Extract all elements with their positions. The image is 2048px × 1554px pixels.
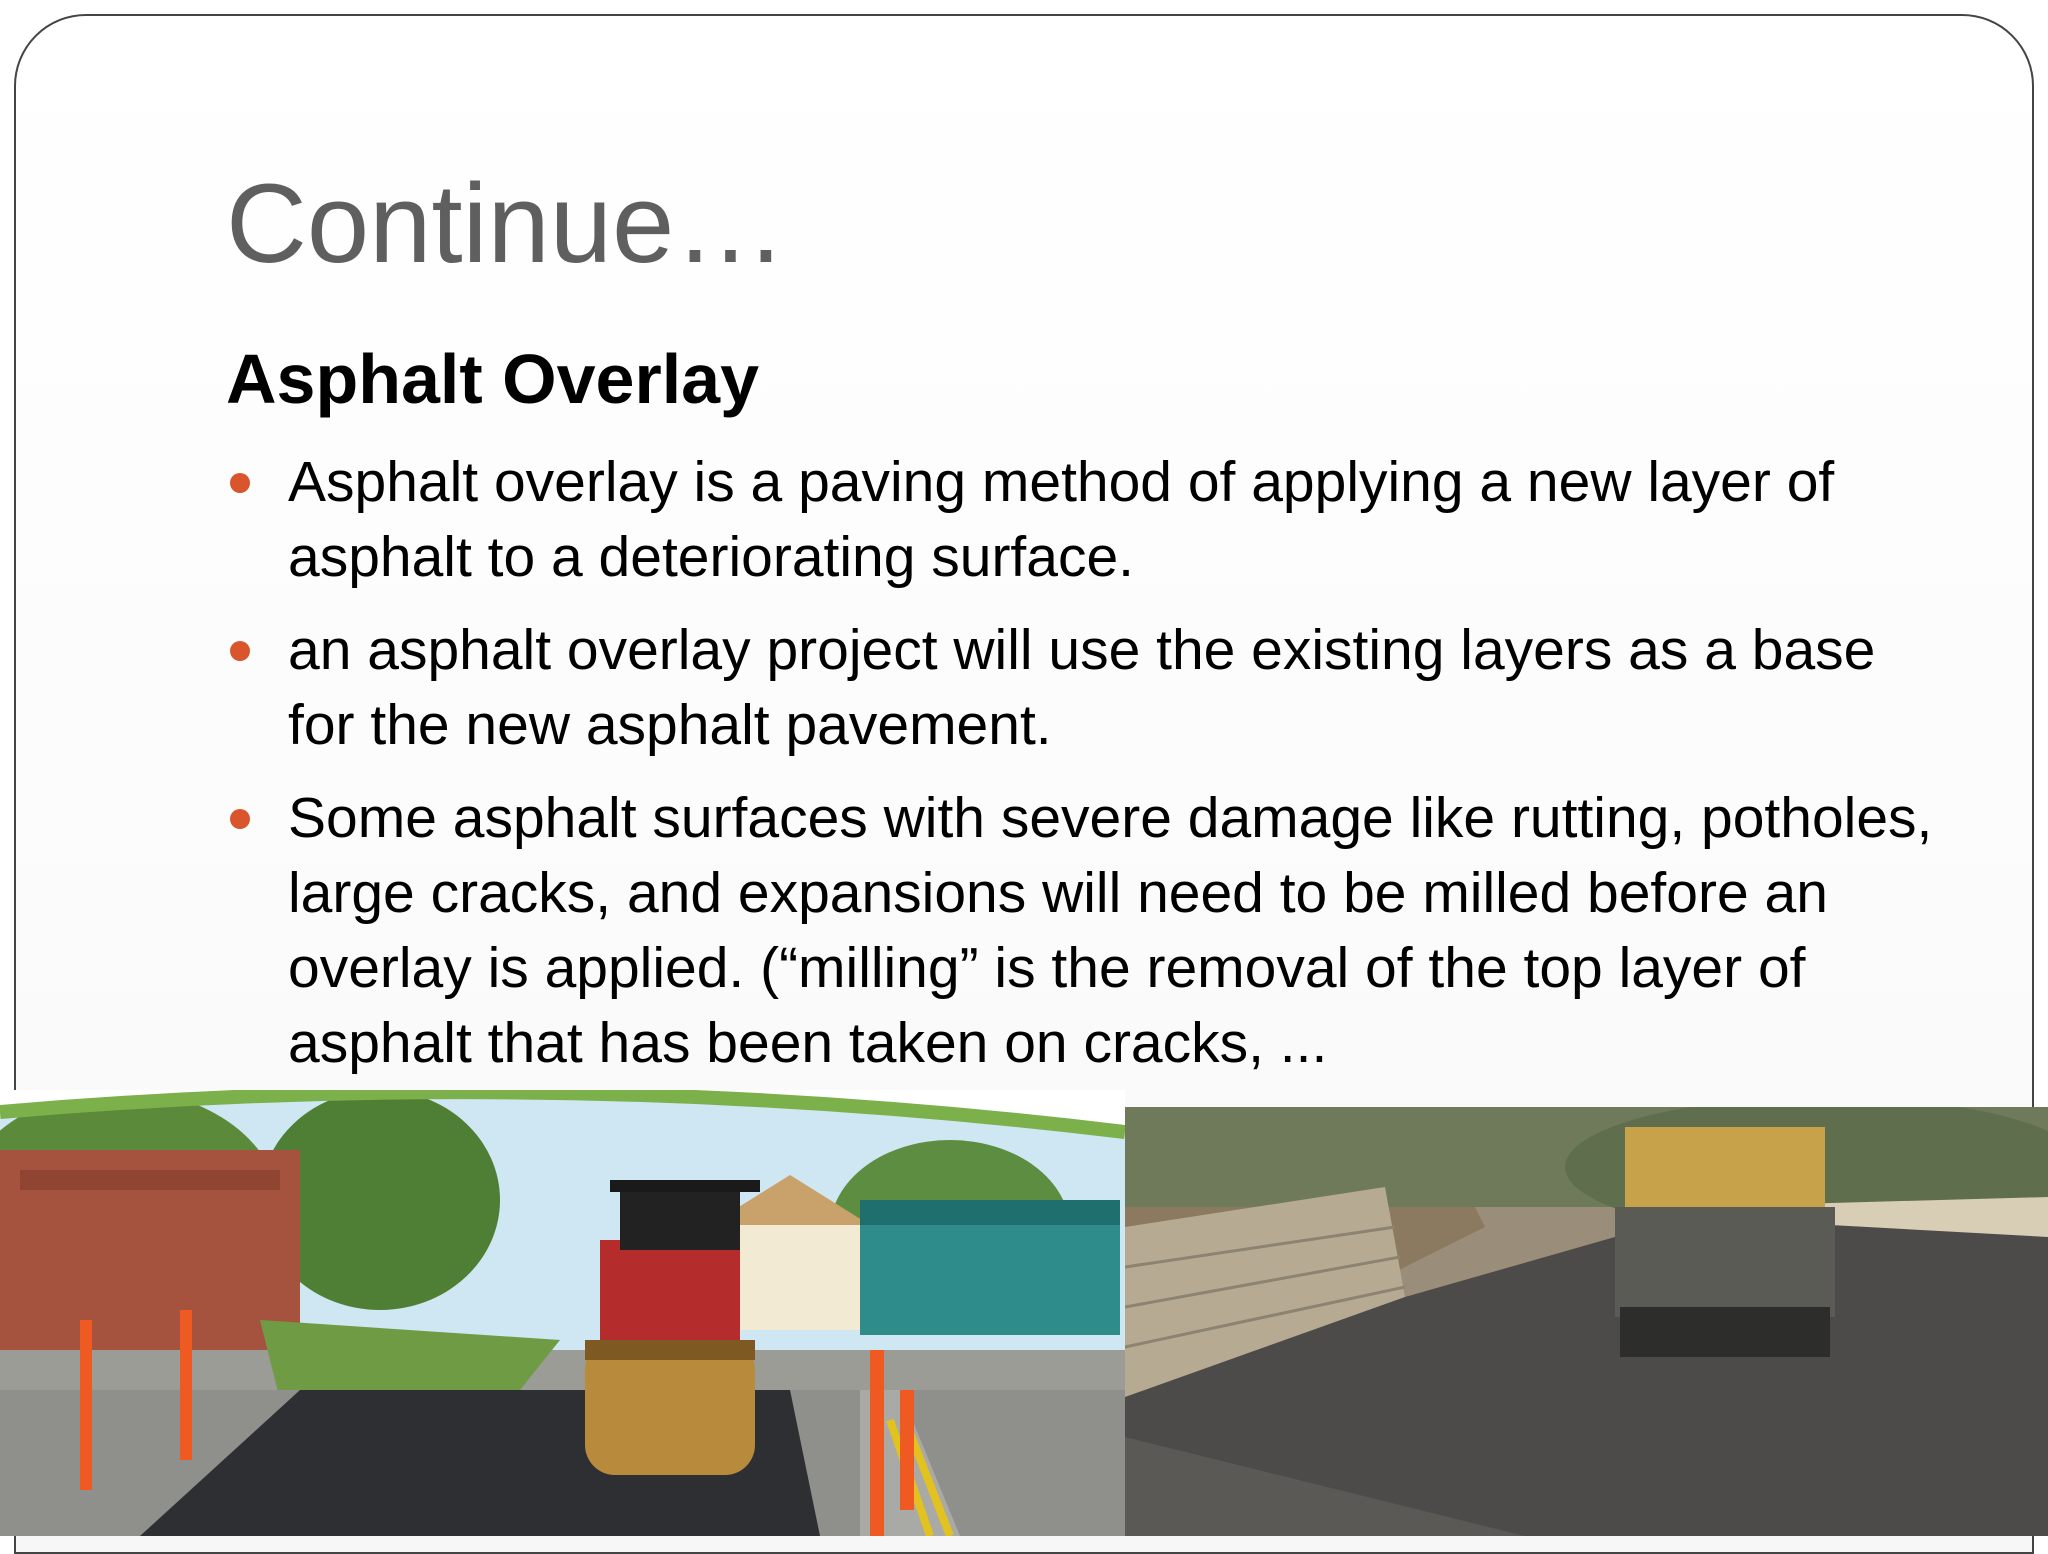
bullet-list xyxy=(226,445,1946,1099)
bullet-text: Some asphalt surfaces with severe damage like rutting, potholes, large cracks, and expansions will need to be milled before an overlay is applied. (“milling” is the removal of the top layer of asphalt that has been taken on cracks, ... xyxy=(288,786,1933,1075)
bullet-dot-icon xyxy=(230,641,250,661)
bullet-text: Asphalt overlay is a paving method of applying a new layer of asphalt to a deteriorating surface. xyxy=(288,450,1835,589)
road-roller-photo-left xyxy=(0,1090,1125,1536)
slide-subtitle: Asphalt Overlay xyxy=(226,340,759,418)
slide-title: Continue… xyxy=(226,161,787,286)
bullet-item xyxy=(226,781,1946,1081)
road-roller-photo-right xyxy=(1125,1107,2048,1536)
bullet-dot-icon xyxy=(230,473,250,493)
bullet-item xyxy=(226,445,1946,595)
bullet-text: an asphalt overlay project will use the existing layers as a base for the new asphalt pavement. xyxy=(288,618,1876,757)
bullet-dot-icon xyxy=(230,809,250,829)
bullet-item xyxy=(226,613,1946,763)
